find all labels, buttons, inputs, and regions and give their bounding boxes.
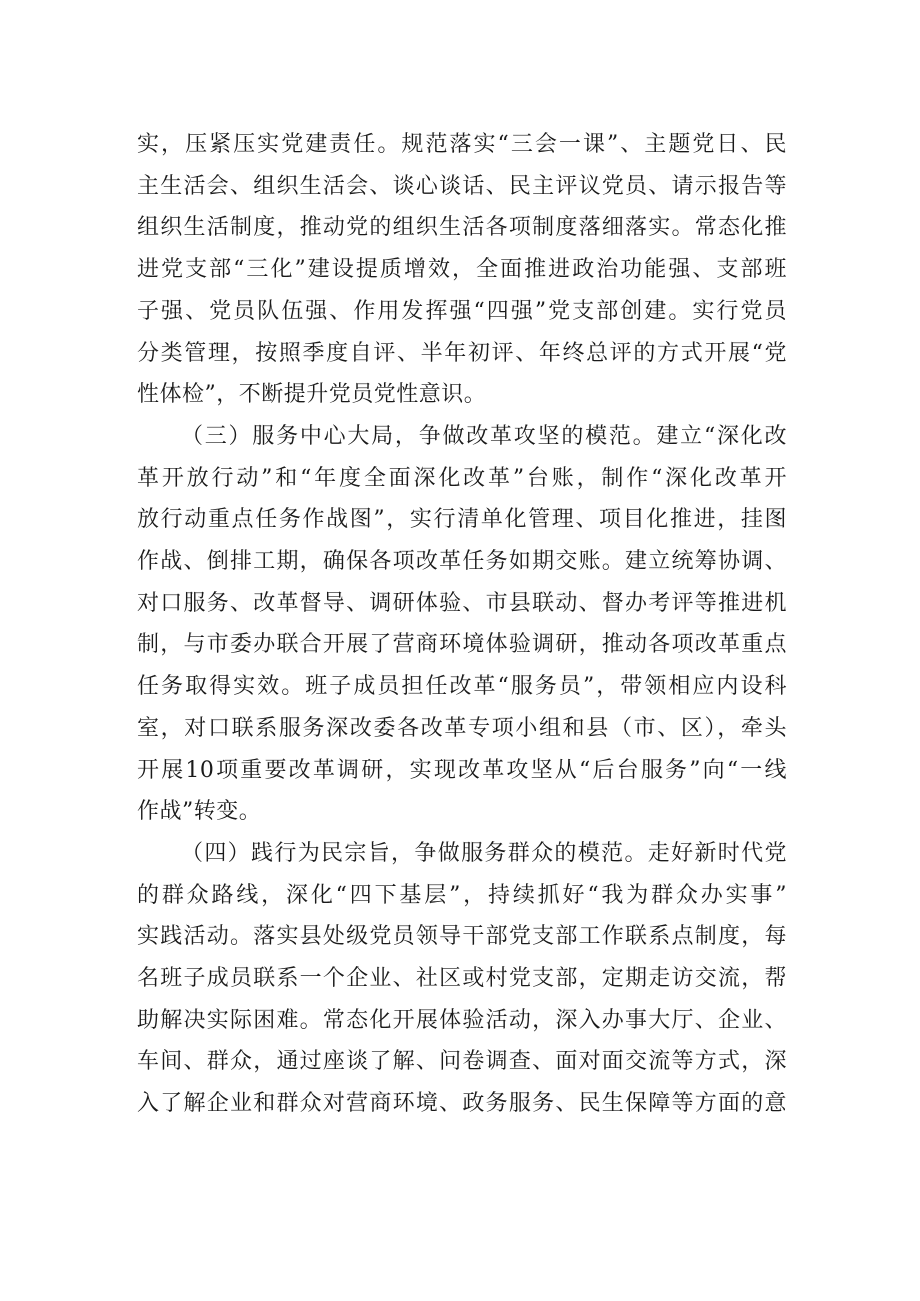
- text-line: 子强、党员队伍强、作用发挥强“四强”党支部创建。实行党员: [137, 298, 787, 324]
- text-line: 作战、倒排工期，确保各项改革任务如期交账。建立统筹协调、: [137, 549, 787, 575]
- paragraph-party-building: [137, 124, 787, 416]
- text-line: 车间、群众，通过座谈了解、问卷调查、面对面交流等方式，深: [137, 1049, 787, 1075]
- text-line: 开展10项重要改革调研，实现改革攻坚从“后台服务”向“一线: [137, 757, 787, 783]
- text-line: 的群众路线，深化“四下基层”，持续抓好“我为群众办实事”: [137, 882, 787, 908]
- text-line: （三）服务中心大局，争做改革攻坚的模范。建立“深化改: [181, 423, 787, 449]
- text-line: 对口服务、改革督导、调研体验、市县联动、督办考评等推进机: [137, 590, 787, 616]
- paragraph-section-four: [137, 833, 787, 1125]
- text-line: （四）践行为民宗旨，争做服务群众的模范。走好新时代党: [181, 840, 787, 866]
- body-text: [137, 124, 787, 1125]
- text-line: 任务取得实效。班子成员担任改革“服务员”，带领相应内设科: [137, 674, 787, 700]
- text-line: 名班子成员联系一个企业、社区或村党支部，定期走访交流，帮: [137, 966, 787, 992]
- text-line: 分类管理，按照季度自评、半年初评、年终总评的方式开展“党: [137, 340, 787, 366]
- text-line: 室，对口联系服务深改委各改革专项小组和县（市、区），牵头: [137, 715, 787, 741]
- text-line: 革开放行动”和“年度全面深化改革”台账，制作“深化改革开: [137, 465, 787, 491]
- text-line: 入了解企业和群众对营商环境、政务服务、民生保障等方面的意: [137, 1091, 787, 1117]
- text-line: 制，与市委办联合开展了营商环境体验调研，推动各项改革重点: [137, 632, 787, 658]
- text-line: 进党支部“三化”建设提质增效，全面推进政治功能强、支部班: [137, 257, 787, 283]
- text-line: 组织生活制度，推动党的组织生活各项制度落细落实。常态化推: [137, 215, 787, 241]
- text-line: 作战”转变。: [137, 799, 262, 825]
- text-line: 助解决实际困难。常态化开展体验活动，深入办事大厅、企业、: [137, 1007, 787, 1033]
- text-line: 实践活动。落实县处级党员领导干部党支部工作联系点制度，每: [137, 924, 787, 950]
- text-line: 放行动重点任务作战图”，实行清单化管理、项目化推进，挂图: [137, 507, 787, 533]
- text-line: 性体检”，不断提升党员党性意识。: [137, 382, 487, 408]
- paragraph-section-three: [137, 416, 787, 833]
- text-line: 主生活会、组织生活会、谈心谈话、民主评议党员、请示报告等: [137, 173, 787, 199]
- text-line: 实，压紧压实党建责任。规范落实“三会一课”、主题党日、民: [137, 132, 787, 157]
